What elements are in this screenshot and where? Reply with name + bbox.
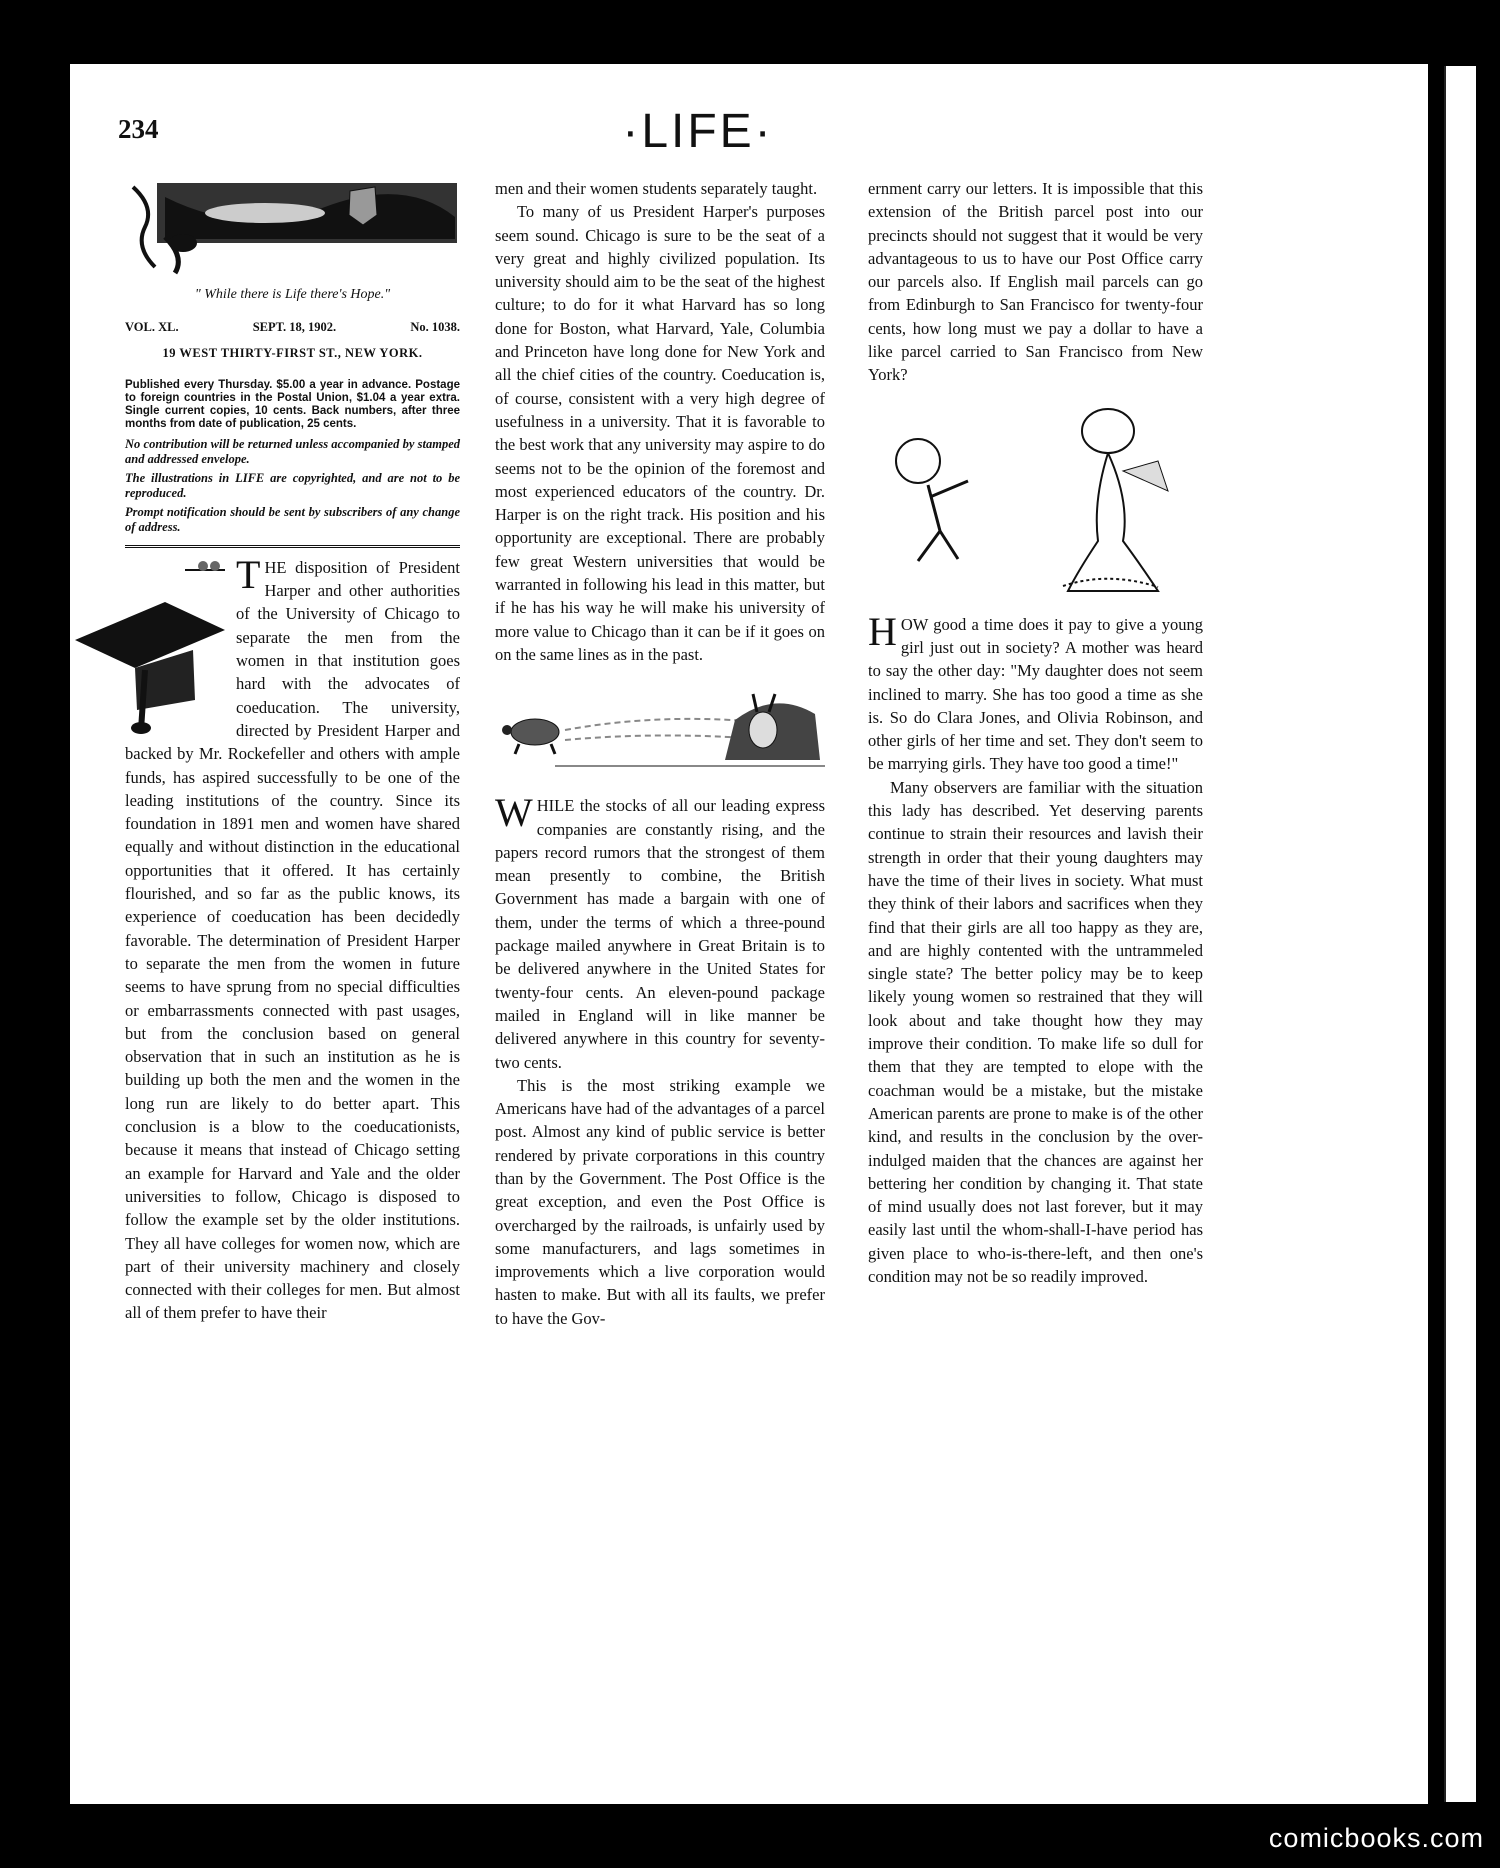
tortoise-and-hare-illustration <box>495 690 825 778</box>
masthead-title: ·LIFE· <box>622 105 774 158</box>
motto: " While there is Life there's Hope." <box>194 287 391 302</box>
address-notice: Prompt notification should be sent by subscribers of any change of address. <box>125 504 460 534</box>
mortarboard-illustration <box>75 550 230 740</box>
col3-paragraph-3: Many observers are familiar with the situation this lady has described. Yet deserving parents continue to strain their resources and lavish their strength in order that their young daughters may have the time of their lives in society. What must they think of their labors and sacrifices when they find that their girls are all too happy as they are, and are highly contented with the untrammeled single state? The better policy may be to keep likely young women so restrained that they will look about and take thought how they may improve their condition. To make life so dull for them that they are tempted to elope with the coachman would be a mistake, but the mistake American parents are prone to make is of the other kind, and results in the conclusion by the over-indulged maiden that the chances are against her bettering her condition by changing it. That state of mind usually does not last forever, but it may easily last until the whom-shall-I-have period has given place to who-is-there-left, and then one's condition may not be so readily improved. <box>868 777 1203 1286</box>
dropcap-w: W <box>495 790 533 836</box>
next-page-edge <box>1444 66 1476 1802</box>
col2-paragraph-3-text: HILE the stocks of all our leading express companies are constantly rising, and the papers record rumors that the strongest of them mean presently to combine, the British Government has made a bargain with one of them, under the terms of which a three-pound package mailed anywhere in Great Britain is to be delivered anywhere in the United States for twenty-four cents. An eleven-pound package mailed in England will in like manner be delivered anywhere in this country for seventy-two cents. <box>495 796 825 1072</box>
masthead-vignette-illustration <box>125 177 460 277</box>
column-1 <box>125 177 460 1325</box>
col3-paragraph-2 <box>868 608 1203 776</box>
dropcap-t: T <box>236 551 261 597</box>
suitor-and-lady-illustration <box>868 401 1203 601</box>
col3-paragraph-1: ernment carry our letters. It is impossible that this extension of the British parcel post into our precincts should not suggest that it would be very advantageous to us to have our Post Office carry our parcels also. If English mail parcels can go from Edinburgh to San Francisco for twenty-four cents, how long must we pay a dollar to have a like parcel carried to San Francisco from New York? <box>868 179 1203 385</box>
volume-line <box>125 316 460 339</box>
publisher-address: 19 WEST THIRTY-FIRST ST., NEW YORK. <box>162 345 423 360</box>
article-harper-text: HE disposition of President Harper and other authorities of the University of Chicago to separate the men from the women in that institution goes hard with the advocates of coeducation. The university, directed by President Harper and backed by Mr. Rockefeller and others with ample funds, has aspired successfully to be one of the leading institutions of the country. Since its foundation in 1891 men and women have shared equally and without distinction in the educational opportunities that it offered. It has certainly flourished, and so far as the public knows, its experience of coeducation has been decidedly favorable. The determination of President Harper to separate the men from the women in future seems to have sprung from no special difficulties or embarrassments connected with past usages, but from the conclusion based on general observation that in such an institution as he is building up both the men and the women in the long run are likely to do better apart. This conclusion is a blow to the coeducationists, because it means that instead of Chicago setting an example for Harvard and Yale and the older universities to follow, Chicago is disposed to follow the example set by the older institutions. They all have colleges for women now, which are part of their university machinery and closely connected with their colleges for men. But almost all of them prefer to have their <box>125 557 460 1323</box>
site-watermark: comicbooks.com <box>1268 1823 1484 1853</box>
col2-paragraph-3 <box>495 790 825 1074</box>
issue-number: No. 1038. <box>410 320 460 335</box>
page-header <box>118 104 1278 164</box>
column-2 <box>495 177 825 1330</box>
col3-paragraph-2-text: OW good a time does it pay to give a young girl just out in society? A mother was heard to say the other day: "My daughter does not seem inclined to marry. She has too good a time as she is. So do Clara Jones, and Olivia Robinson, and other girls of her time and set. They don't seem to be marrying girls. They have too good a time!" <box>868 614 1203 774</box>
column-3 <box>868 177 1203 1288</box>
volume-number: VOL. XL. <box>125 320 179 335</box>
divider-rule <box>125 545 460 548</box>
contribution-notice: No contribution will be returned unless accompanied by stamped and addressed envelope. <box>125 436 460 466</box>
col2-paragraph-1: men and their women students separately taught. <box>495 179 818 198</box>
dropcap-h: H <box>868 608 897 654</box>
page-number: 234 <box>118 114 159 144</box>
col2-paragraph-2: To many of us President Harper's purposes seem sound. Chicago is sure to be the seat of a very great and highly civilized population. Its university should aim to be the seat of the highest culture; to do for it what Harvard has so long done for Boston, what Harvard, Yale, Columbia and Princeton have long done for New York and all the chief cities of the country. Coeducation is, of course, consistent with a very high degree of usefulness in a university. That it is favorable to the best work that any university may aspire to do seems not to be the opinion of the foremost and most experienced educators of the country. Dr. Harper is on the right track. His position and his opportunity are exceptional. There are probably few great Western universities that would be warranted in following his lead in this matter, but if he has his way he will make his university of more value to Chicago than it can be if it goes on on the same lines as in the past. <box>495 202 825 664</box>
issue-date: SEPT. 18, 1902. <box>252 320 337 335</box>
publication-info: Published every Thursday. $5.00 a year in advance. Postage to foreign countries in the Postal Union, $1.04 a year extra. Single current copies, 10 cents. Back numbers, after three months from date of publication, 25 cents. <box>125 378 460 430</box>
col2-paragraph-4: This is the most striking example we Americans have had of the advantages of a parcel post. Almost any kind of public service is better rendered by private corporations in this country than by the Government. The Post Office is the great exception, and even the Post Office is overcharged by the railroads, is unfairly used by some manufacturers, and lags sometimes in improvements which a live corporation would hasten to make. But with all its faults, we prefer to have the Gov- <box>495 1075 825 1328</box>
copyright-notice: The illustrations in LIFE are copyrighted, and are not to be reproduced. <box>125 470 460 500</box>
